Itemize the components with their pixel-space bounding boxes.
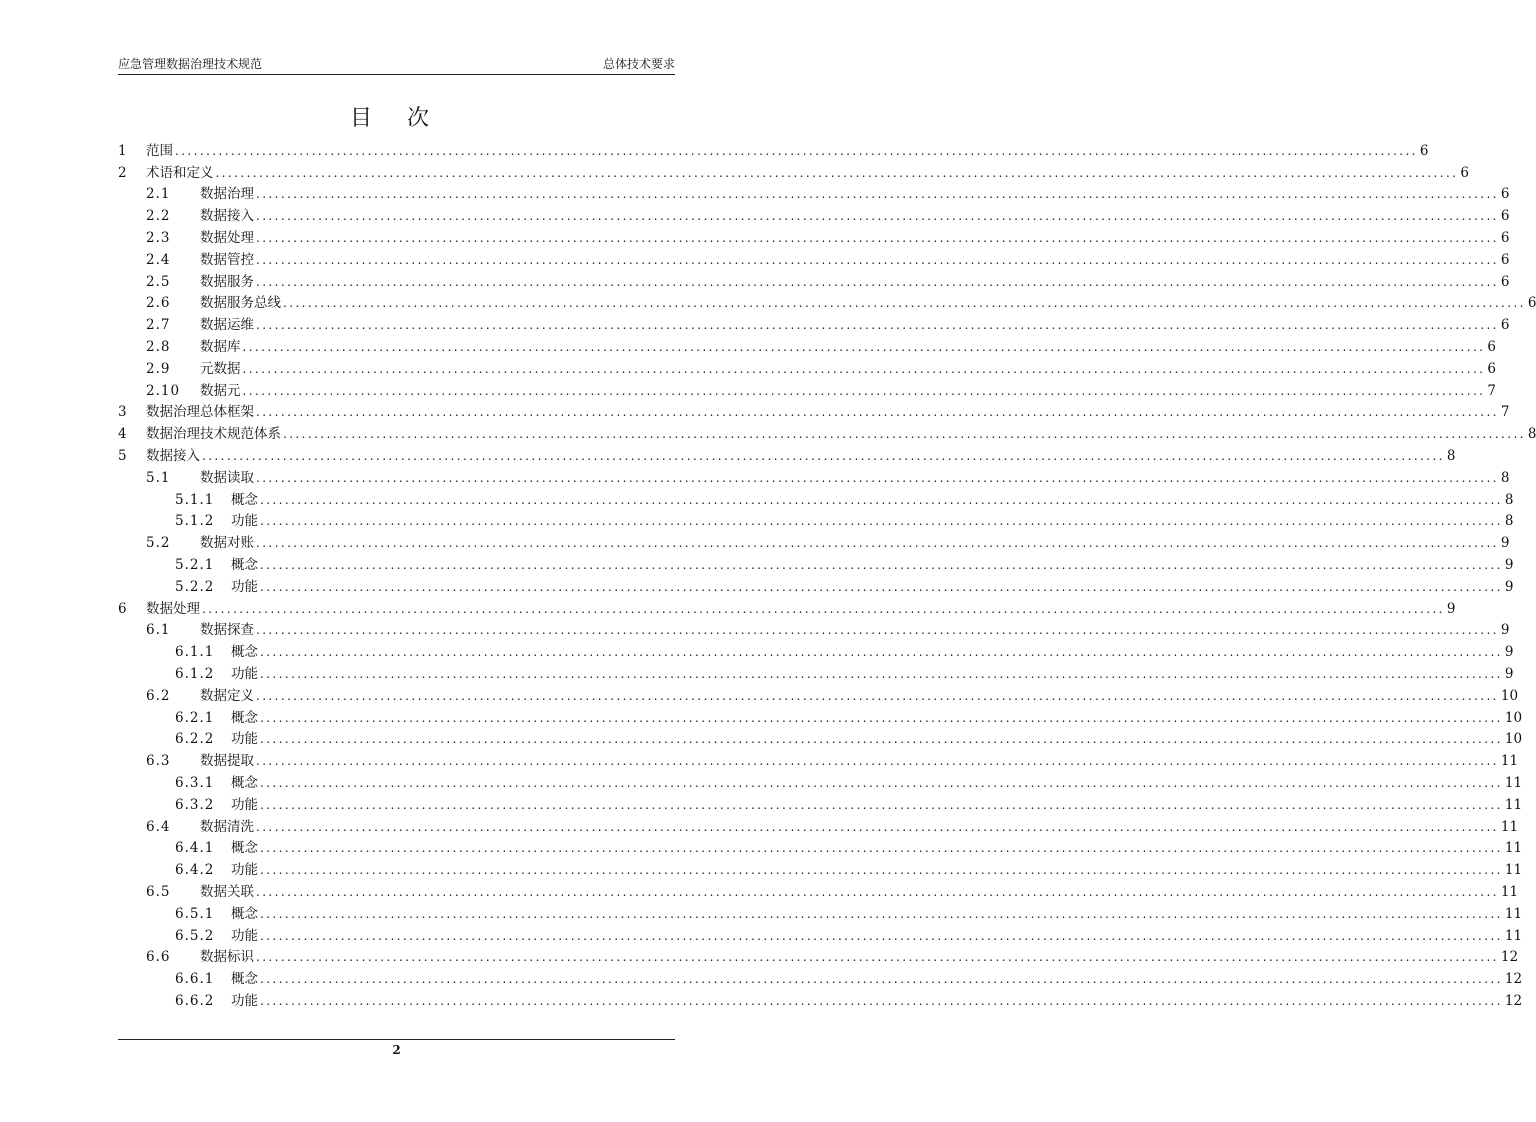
toc-entry-title: 数据运维 [200,317,254,334]
toc-entry-title: 数据读取 [200,469,254,486]
toc-entry[interactable] [118,380,1496,402]
toc-entry[interactable] [118,532,1510,554]
toc-entry[interactable] [118,772,1523,794]
toc-entry-number: 6.6 [146,949,171,966]
toc-entry-title: 数据处理 [146,600,200,617]
toc-entry[interactable] [118,467,1510,489]
toc-entry-number: 6.3.2 [175,796,215,813]
toc-entry-page: 6 [1500,273,1510,290]
toc-entry-number: 4 [118,426,128,443]
toc-entry-number: 1 [118,142,128,159]
toc-entry-number: 2.3 [146,230,171,247]
toc-dot-leader: ........................................................................................................................................................................................................ [256,274,1499,289]
header-document-title: 应急管理数据治理技术规范 [118,57,263,71]
toc-entry-title: 概念 [231,491,258,508]
toc-entry[interactable] [118,903,1523,925]
toc-entry-page: 12 [1504,971,1523,988]
header-section-title: 总体技术要求 [602,57,675,71]
toc-dot-leader: ........................................................................................................................................................................................................ [256,819,1499,834]
table-of-contents [118,140,1536,1012]
toc-entry-title: 功能 [231,578,258,595]
toc-entry-page: 8 [1527,426,1536,443]
toc-entry-number: 2.9 [146,360,171,377]
toc-entry-number: 2.10 [146,382,181,399]
toc-dot-leader: ........................................................................................................................................................................................................ [256,405,1499,420]
toc-entry-page: 7 [1487,382,1496,399]
toc-entry-title: 数据处理 [200,230,254,247]
toc-dot-leader: ........................................................................................................................................................................................................ [260,732,1503,747]
toc-entry[interactable] [118,859,1523,881]
toc-entry-number: 6.6.2 [175,992,215,1009]
toc-entry-number: 2.8 [146,339,171,356]
toc-dot-leader: ........................................................................................................................................................................................................ [256,950,1499,965]
toc-entry-page: 6 [1500,230,1510,247]
toc-entry-page: 6 [1500,186,1510,203]
toc-entry[interactable] [118,750,1519,772]
toc-entry-title: 数据管控 [200,251,254,268]
toc-entry-number: 5 [118,448,128,465]
toc-entry[interactable] [118,641,1514,663]
toc-dot-leader: ........................................................................................................................................................................................................ [260,645,1503,660]
toc-entry-page: 6 [1460,164,1469,181]
toc-entry-number: 2.1 [146,186,171,203]
toc-dot-leader: ........................................................................................................................................................................................................ [242,340,1486,355]
toc-dot-leader: ........................................................................................................................................................................................................ [242,383,1486,398]
toc-entry-title: 数据探查 [200,622,254,639]
toc-entry[interactable] [118,489,1514,511]
toc-dot-leader: ........................................................................................................................................................................................................ [256,209,1499,224]
toc-entry-page: 12 [1504,992,1523,1009]
toc-entry[interactable] [118,794,1523,816]
toc-entry[interactable] [118,205,1510,227]
toc-entry-page: 9 [1500,535,1510,552]
toc-entry-title: 概念 [231,557,258,574]
toc-entry-number: 6.4.2 [175,862,215,879]
toc-entry-title: 功能 [231,513,258,530]
toc-entry[interactable] [118,162,1469,184]
toc-entry-page: 11 [1500,883,1519,900]
toc-entry-title: 概念 [231,971,258,988]
toc-entry-title: 数据对账 [200,535,254,552]
toc-entry-title: 数据治理技术规范体系 [146,426,281,443]
toc-entry[interactable] [118,271,1510,293]
toc-dot-leader: ........................................................................................................................................................................................................ [175,143,1418,158]
toc-entry-title: 概念 [231,709,258,726]
toc-entry[interactable] [118,336,1496,358]
page-header [118,56,675,75]
toc-dot-leader: ........................................................................................................................................................................................................ [260,776,1503,790]
toc-entry[interactable] [118,423,1536,445]
toc-entry-page: 6 [1487,360,1496,377]
toc-entry-page: 8 [1500,469,1510,486]
toc-entry-page: 9 [1446,600,1456,617]
toc-entry[interactable] [118,184,1510,206]
toc-entry-title: 数据元 [200,382,241,399]
toc-dot-leader: ........................................................................................................................................................................................................ [260,993,1503,1008]
toc-entry-page: 8 [1504,491,1514,508]
toc-entry-number: 5.1.1 [175,491,215,508]
toc-entry-title: 数据清洗 [200,818,254,835]
toc-entry[interactable] [118,554,1514,576]
toc-dot-leader: ........................................................................................................................................................................................................ [256,688,1499,703]
toc-entry-title: 概念 [231,644,258,661]
toc-dot-leader: ........................................................................................................................................................................................................ [260,514,1503,529]
toc-entry[interactable] [118,249,1510,271]
toc-entry-title: 功能 [231,992,258,1009]
toc-entry[interactable] [118,663,1514,685]
toc-entry-page: 9 [1504,578,1514,595]
toc-entry-page: 8 [1504,513,1514,530]
toc-entry[interactable] [118,358,1496,380]
toc-entry-title: 数据关联 [200,883,254,900]
toc-entry[interactable] [118,598,1456,620]
toc-entry-page: 10 [1500,687,1519,704]
toc-entry-title: 概念 [231,905,258,922]
toc-entry-number: 6.1.1 [175,644,215,661]
toc-entry-number: 6.1 [146,622,171,639]
toc-entry[interactable] [118,968,1523,990]
toc-dot-leader: ........................................................................................................................................................................................................ [202,601,1445,616]
toc-entry-page: 9 [1504,557,1514,574]
toc-entry-page: 11 [1504,862,1523,879]
toc-entry-number: 6.2.2 [175,731,215,748]
toc-entry-title: 元数据 [200,360,241,377]
toc-entry[interactable] [118,402,1510,424]
toc-entry[interactable] [118,314,1510,336]
toc-entry-page: 8 [1446,448,1456,465]
toc-entry-number: 2.5 [146,273,171,290]
toc-entry-page: 6 [1500,208,1510,225]
toc-entry[interactable] [118,140,1429,162]
toc-entry-page: 6 [1487,339,1496,356]
toc-entry-number: 5.2.2 [175,578,215,595]
toc-dot-leader: ........................................................................................................................................................................................................ [283,296,1526,311]
toc-entry-number: 6.5.1 [175,905,215,922]
toc-entry-title: 数据接入 [200,208,254,225]
toc-entry[interactable] [118,511,1514,533]
toc-entry-number: 6.2.1 [175,709,215,726]
toc-dot-leader: ........................................................................................................................................................................................................ [202,449,1445,464]
toc-entry-number: 2.6 [146,295,171,312]
toc-entry-number: 2.4 [146,251,171,268]
toc-dot-leader: ........................................................................................................................................................................................................ [256,884,1499,899]
toc-entry-number: 5.1.2 [175,513,215,530]
toc-entry[interactable] [118,576,1514,598]
toc-entry[interactable] [118,729,1523,751]
toc-entry-title: 数据治理总体框架 [146,404,254,421]
toc-entry[interactable] [118,293,1536,315]
toc-entry-page: 11 [1504,905,1523,922]
toc-dot-leader: ........................................................................................................................................................................................................ [256,187,1499,202]
toc-entry-number: 6.3.1 [175,775,215,791]
toc-entry-number: 5.2 [146,535,171,552]
toc-dot-leader: ........................................................................................................................................................................................................ [283,427,1526,442]
toc-entry-page: 6 [1500,251,1510,268]
toc-dot-leader: ........................................................................................................................................................................................................ [256,623,1499,638]
toc-entry-title: 数据接入 [146,448,200,465]
toc-entry-title: 数据服务总线 [200,295,281,312]
toc-entry[interactable] [118,881,1519,903]
toc-entry-page: 11 [1504,840,1523,857]
toc-dot-leader: ........................................................................................................................................................................................................ [260,492,1503,507]
toc-entry-number: 6.4 [146,818,171,835]
toc-entry-page: 11 [1504,796,1523,813]
toc-entry-title: 数据标识 [200,949,254,966]
toc-entry-title: 范围 [146,142,173,159]
toc-dot-leader: ........................................................................................................................................................................................................ [260,797,1503,812]
toc-entry-title: 概念 [231,840,258,857]
toc-dot-leader: ........................................................................................................................................................................................................ [260,710,1503,725]
toc-dot-leader: ........................................................................................................................................................................................................ [260,579,1503,594]
toc-entry-number: 2.2 [146,208,171,225]
toc-dot-leader: ........................................................................................................................................................................................................ [215,165,1459,180]
toc-entry-title: 数据库 [200,339,241,356]
toc-entry-number: 5.1 [146,469,171,486]
toc-dot-leader: ........................................................................................................................................................................................................ [260,841,1503,856]
toc-entry[interactable] [118,816,1519,838]
toc-entry-title: 数据治理 [200,186,254,203]
footer-divider [118,1039,675,1040]
toc-dot-leader: ........................................................................................................................................................................................................ [260,667,1503,682]
toc-dot-leader: ........................................................................................................................................................................................................ [260,906,1503,921]
toc-entry[interactable] [118,838,1523,860]
toc-entry-number: 2.7 [146,317,171,334]
toc-entry-number: 2 [118,164,128,181]
toc-dot-leader: ........................................................................................................................................................................................................ [256,252,1499,267]
toc-dot-leader: ........................................................................................................................................................................................................ [260,928,1503,943]
toc-entry-page: 11 [1500,818,1519,835]
toc-entry[interactable] [118,685,1519,707]
toc-entry-page: 6 [1500,317,1510,334]
toc-entry-page: 9 [1504,644,1514,661]
toc-dot-leader: ........................................................................................................................................................................................................ [260,972,1503,987]
toc-entry-number: 5.2.1 [175,557,215,574]
toc-dot-leader: ........................................................................................................................................................................................................ [242,361,1486,376]
toc-entry[interactable] [118,227,1510,249]
toc-entry-number: 6.4.1 [175,840,215,857]
toc-entry[interactable] [118,707,1523,729]
toc-dot-leader: ........................................................................................................................................................................................................ [256,231,1499,246]
toc-entry-title: 数据提取 [200,753,254,770]
toc-entry-number: 6 [118,600,128,617]
toc-entry-number: 6.3 [146,753,171,770]
toc-entry-title: 术语和定义 [146,164,214,181]
toc-dot-leader: ........................................................................................................................................................................................................ [260,863,1503,878]
toc-entry-page: 7 [1500,404,1510,421]
toc-entry[interactable] [118,925,1523,947]
toc-entry-page: 12 [1500,949,1519,966]
toc-dot-leader: ........................................................................................................................................................................................................ [256,754,1499,769]
toc-entry-title: 概念 [231,775,258,791]
toc-entry-number: 6.1.2 [175,666,215,683]
toc-entry-number: 6.5.2 [175,927,215,944]
toc-entry[interactable] [118,620,1510,642]
toc-entry[interactable] [118,990,1523,1012]
toc-entry-page: 11 [1504,927,1523,944]
toc-entry-page: 10 [1504,731,1523,748]
toc-entry-title: 功能 [231,927,258,944]
toc-dot-leader: ........................................................................................................................................................................................................ [256,536,1499,551]
toc-entry-page: 6 [1419,142,1429,159]
toc-entry-title: 数据定义 [200,687,254,704]
toc-entry-title: 功能 [231,666,258,683]
toc-entry-number: 6.2 [146,687,171,704]
toc-entry-title: 功能 [231,731,258,748]
toc-entry-title: 功能 [231,862,258,879]
toc-entry-page: 11 [1504,775,1523,791]
toc-entry[interactable] [118,445,1456,467]
page-number: 2 [392,1043,401,1057]
toc-dot-leader: ........................................................................................................................................................................................................ [256,318,1499,333]
toc-entry-number: 6.6.1 [175,971,215,988]
toc-entry-title: 功能 [231,796,258,813]
toc-dot-leader: ........................................................................................................................................................................................................ [260,558,1503,573]
toc-entry-number: 3 [118,404,128,421]
toc-entry[interactable] [118,946,1519,968]
toc-entry-page: 9 [1504,666,1514,683]
toc-entry-page: 6 [1527,295,1536,312]
page-title: 目 次 [350,106,443,131]
toc-entry-page: 10 [1504,709,1523,726]
toc-entry-number: 6.5 [146,883,171,900]
toc-dot-leader: ........................................................................................................................................................................................................ [256,470,1499,485]
toc-entry-title: 数据服务 [200,273,254,290]
toc-entry-page: 9 [1500,622,1510,639]
toc-entry-page: 11 [1500,753,1519,770]
